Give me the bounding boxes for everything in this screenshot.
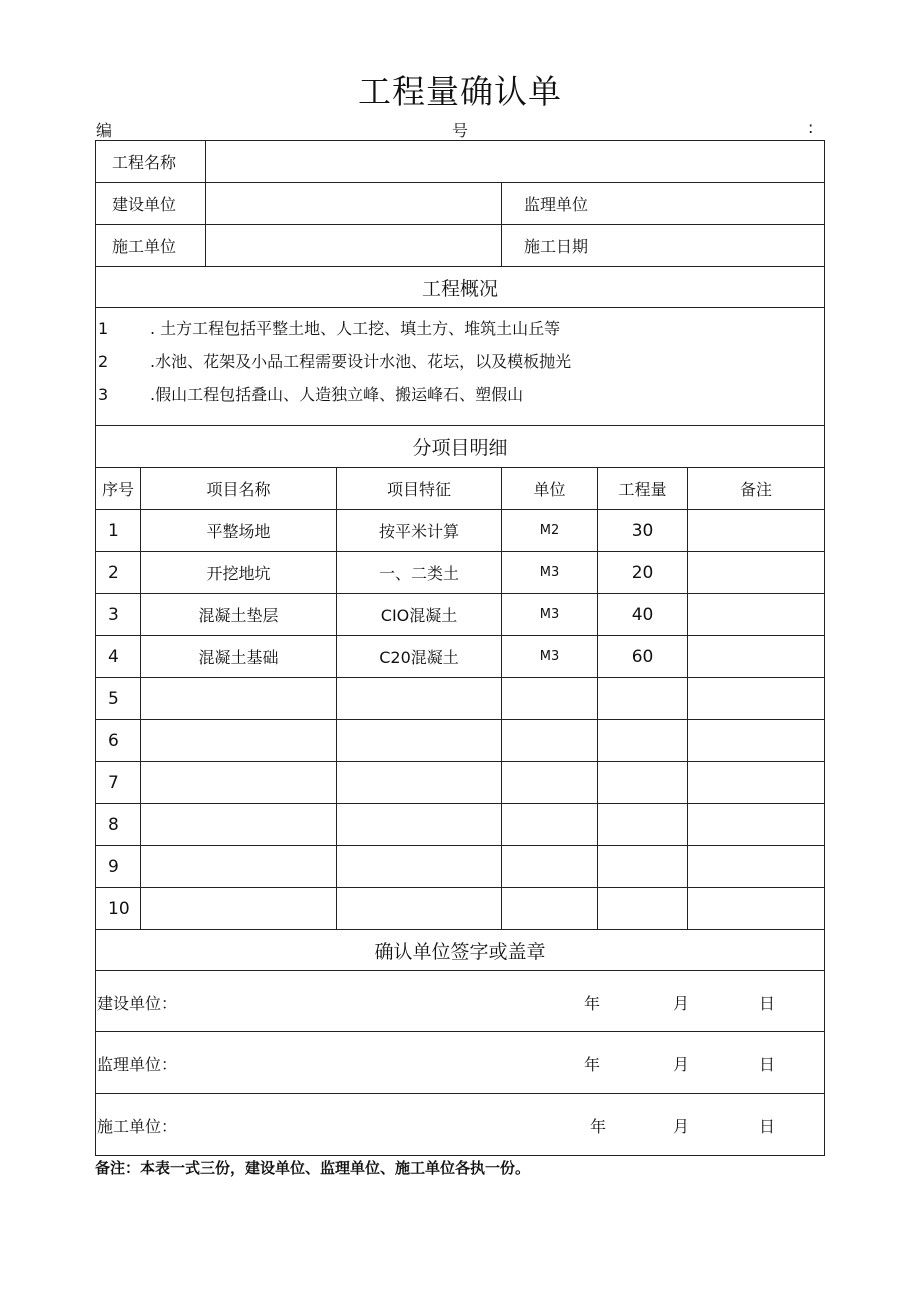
year-label: 年: [584, 994, 601, 1013]
item-feature-cell[interactable]: [337, 762, 502, 804]
remark-cell[interactable]: [688, 552, 825, 594]
item-name-cell[interactable]: 混凝土垫层: [141, 594, 337, 636]
overview-item-text: .假山工程包括叠山、人造独立峰、搬运峰石、塑假山: [150, 385, 524, 404]
page-title: 工程量确认单: [358, 72, 562, 111]
item-feature-cell[interactable]: C20混凝土: [337, 636, 502, 678]
overview-title: 工程概况: [96, 267, 825, 308]
year-label: 年: [590, 1117, 607, 1136]
row-number: 7: [96, 762, 141, 804]
remark-cell[interactable]: [688, 846, 825, 888]
item-feature-cell[interactable]: [337, 678, 502, 720]
table-row: [96, 552, 825, 594]
header-name: 项目名称: [141, 468, 337, 510]
unit-cell[interactable]: [502, 720, 598, 762]
remark-cell[interactable]: [688, 510, 825, 552]
remark-cell[interactable]: [688, 636, 825, 678]
header-feature: 项目特征: [337, 468, 502, 510]
row-number: 6: [96, 720, 141, 762]
quantity-cell[interactable]: 20: [598, 552, 688, 594]
unit-cell[interactable]: [502, 804, 598, 846]
overview-item: [96, 312, 824, 345]
row-number: 8: [96, 804, 141, 846]
table-row: [96, 678, 825, 720]
row-number: 3: [96, 594, 141, 636]
quantity-cell[interactable]: 40: [598, 594, 688, 636]
unit-cell[interactable]: [502, 678, 598, 720]
day-label: 日: [759, 1117, 776, 1136]
details-title: 分项目明细: [96, 426, 825, 468]
unit-cell[interactable]: M3: [502, 594, 598, 636]
row-number: 5: [96, 678, 141, 720]
project-name-field[interactable]: [206, 141, 825, 183]
item-name-cell[interactable]: [141, 804, 337, 846]
table-row: [96, 720, 825, 762]
overview-item-text: . 土方工程包括平整土地、人工挖、填土方、堆筑土山丘等: [150, 319, 561, 338]
table-row: [96, 846, 825, 888]
item-feature-cell[interactable]: [337, 804, 502, 846]
table-row: [96, 594, 825, 636]
supervisor-signature-row[interactable]: [96, 1032, 825, 1094]
remark-cell[interactable]: [688, 720, 825, 762]
item-name-cell[interactable]: 平整场地: [141, 510, 337, 552]
item-feature-cell[interactable]: [337, 720, 502, 762]
confirmation-form: [95, 140, 825, 1156]
quantity-cell[interactable]: [598, 846, 688, 888]
item-name-cell[interactable]: 开挖地坑: [141, 552, 337, 594]
code-label-part2: 号: [452, 121, 469, 140]
header-unit: 单位: [502, 468, 598, 510]
code-colon: :: [808, 118, 814, 137]
table-row: [96, 762, 825, 804]
unit-cell[interactable]: M3: [502, 636, 598, 678]
overview-item-text: .水池、花架及小品工程需要设计水池、花坛，以及模板抛光: [150, 352, 572, 371]
unit-cell[interactable]: [502, 846, 598, 888]
header-no: 序号: [96, 468, 141, 510]
unit-cell[interactable]: M2: [502, 510, 598, 552]
item-feature-cell[interactable]: 按平米计算: [337, 510, 502, 552]
unit-cell[interactable]: [502, 762, 598, 804]
builder-label: 建设单位: [96, 183, 206, 225]
quantity-cell[interactable]: 60: [598, 636, 688, 678]
remark-cell[interactable]: [688, 804, 825, 846]
row-number: 9: [96, 846, 141, 888]
overview-item-number: 3: [98, 385, 109, 404]
unit-cell[interactable]: [502, 888, 598, 930]
remark-cell[interactable]: [688, 762, 825, 804]
day-label: 日: [759, 994, 776, 1013]
item-name-cell[interactable]: [141, 678, 337, 720]
item-feature-cell[interactable]: [337, 888, 502, 930]
table-row: [96, 804, 825, 846]
row-number: 10: [96, 888, 141, 930]
remark-cell[interactable]: [688, 594, 825, 636]
overview-item: [96, 345, 824, 378]
header-qty: 工程量: [598, 468, 688, 510]
overview-item-number: 1: [98, 319, 109, 338]
item-name-cell[interactable]: [141, 846, 337, 888]
item-name-cell[interactable]: [141, 888, 337, 930]
item-feature-cell[interactable]: 一、二类土: [337, 552, 502, 594]
footnote: 备注：本表一式三份，建设单位、监理单位、施工单位各执一份。: [95, 1159, 531, 1177]
row-number: 1: [96, 510, 141, 552]
month-label: 月: [673, 1055, 690, 1074]
signatures-title: 确认单位签字或盖章: [96, 930, 825, 971]
table-row: [96, 636, 825, 678]
overview-item-number: 2: [98, 352, 109, 371]
item-name-cell[interactable]: [141, 720, 337, 762]
builder-signature-label: 建设单位：: [97, 994, 178, 1013]
quantity-cell[interactable]: [598, 804, 688, 846]
remark-cell[interactable]: [688, 888, 825, 930]
details-header-row: [96, 468, 825, 510]
quantity-cell[interactable]: [598, 762, 688, 804]
builder-signature-row[interactable]: [96, 971, 825, 1032]
supervisor-signature-label: 监理单位：: [97, 1055, 178, 1074]
supervisor-label: 监理单位: [502, 183, 825, 225]
item-name-cell[interactable]: [141, 762, 337, 804]
month-label: 月: [673, 994, 690, 1013]
constructor-label: 施工单位: [96, 225, 206, 267]
overview-content: [96, 308, 825, 426]
day-label: 日: [759, 1055, 776, 1074]
quantity-cell[interactable]: [598, 888, 688, 930]
quantity-cell[interactable]: 30: [598, 510, 688, 552]
code-label-part1: 编: [96, 121, 113, 140]
unit-cell[interactable]: M3: [502, 552, 598, 594]
constructor-field[interactable]: [206, 225, 502, 267]
table-row: [96, 510, 825, 552]
item-feature-cell[interactable]: [337, 846, 502, 888]
row-number: 4: [96, 636, 141, 678]
project-name-label: 工程名称: [96, 141, 206, 183]
month-label: 月: [673, 1117, 690, 1136]
item-feature-cell[interactable]: CIO混凝土: [337, 594, 502, 636]
item-name-cell[interactable]: 混凝土基础: [141, 636, 337, 678]
constructor-signature-row[interactable]: [96, 1094, 825, 1156]
row-number: 2: [96, 552, 141, 594]
builder-field[interactable]: [206, 183, 502, 225]
year-label: 年: [584, 1055, 601, 1074]
quantity-cell[interactable]: [598, 720, 688, 762]
remark-cell[interactable]: [688, 678, 825, 720]
header-remark: 备注: [688, 468, 825, 510]
table-row: [96, 888, 825, 930]
date-label: 施工日期: [502, 225, 825, 267]
overview-item: [96, 378, 824, 411]
constructor-signature-label: 施工单位：: [97, 1117, 178, 1136]
quantity-cell[interactable]: [598, 678, 688, 720]
